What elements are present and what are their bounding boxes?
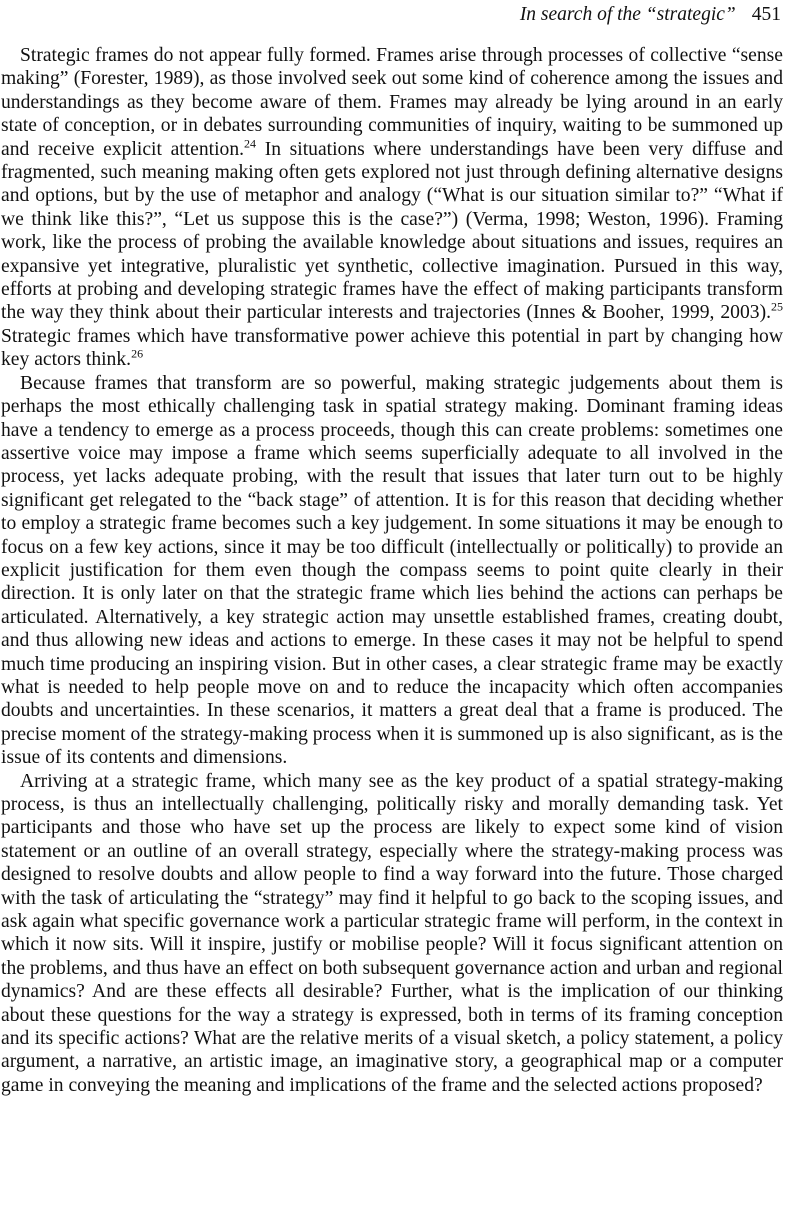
footnote-ref-25: 25 <box>771 299 783 314</box>
paragraph-2: Because frames that transform are so powerful, making strategic judgements about them is perhaps the most ethically challenging task in spatial strategy making. Dominant framing ideas have a tendency to emerge as a process proceeds, though this can create problems: sometimes one assertive voice may impose a frame which seems superficially adequate to all involved in the process, yet lacks adequate probing, with the result that issues that later turn out to be highly significant get relegated to the “back stage” of attention. It is for this reason that deciding whether to employ a strategic frame becomes such a key judgement. In some situations it may be enough to focus on a few key actions, since it may be too difficult (intellectually or politically) to provide an explicit justification for them even though the compass seems to point quite clearly in their direction. It is only later on that the strategic frame which lies behind the actions can perhaps be articulated. Alternatively, a key strategic action may unsettle established frames, creating doubt, and thus allowing new ideas and actions to emerge. In these cases it may not be helpful to spend much time producing an inspiring vision. But in other cases, a clear strategic frame may be exactly what is needed to help people move on and to reduce the incapacity which often accompanies doubts and uncertainties. In these scenarios, it matters a great deal that a frame is produced. The precise moment of the strategy-making process when it is summoned up is also significant, as is the issue of its contents and dimensions. <box>1 372 783 769</box>
body-text <box>1 44 783 1097</box>
running-title: In search of the “strategic” <box>519 4 736 25</box>
footnote-ref-24: 24 <box>244 136 257 151</box>
footnote-ref-26: 26 <box>131 346 144 361</box>
paragraph-3: Arriving at a strategic frame, which many see as the key product of a spatial strategy-making process, is thus an intellectually challenging, politically risky and morally demanding task. Yet participants and those who have set up the process are likely to expect some kind of vision statement or an outline of an overall strategy, especially where the strategy-making process was designed to resolve doubts and allow people to find a way forward into the future. Those charged with the task of articulating the “strategy” may find it helpful to go back to the scoping issues, and ask again what specific governance work a particular strategic frame will perform, in the context in which it now sits. Will it inspire, justify or mobilise people? Will it focus significant attention on the problems, and thus have an effect on both subsequent governance action and urban and regional dynamics? And are these effects all desirable? Further, what is the implication of our thinking about these questions for the way a strategy is expressed, both in terms of its framing conception and its specific actions? What are the relative merits of a visual sketch, a policy statement, a policy argument, a narrative, an artistic image, an imaginative story, a geographical map or a computer game in conveying the meaning and implications of the frame and the selected actions proposed? <box>1 770 783 1096</box>
paragraph-1-segment-2: In situations where understandings have been very diffuse and fragmented, such meaning making often gets explored not just through defining alternative designs and options, but by the use of metaphor and analogy (“What is our situation similar to?” “What if we think like this?”, “Let us suppose this is the case?”) (Verma, 1998; Weston, 1996). Framing work, like the process of probing the available knowledge about situations and issues, requires an expansive yet integrative, pluralistic yet synthetic, collective imagination. Pursued in this way, efforts at probing and developing strategic frames have the effect of making participants transform the way they think about their particular interests and trajectories (Innes & Booher, 1999, 2003). <box>1 138 783 324</box>
paragraph-1-segment-3: Strategic frames which have transformative power achieve this potential in part by changing how key actors think. <box>1 325 783 371</box>
running-head <box>520 0 781 30</box>
page-number: 451 <box>751 4 781 25</box>
paragraph-1 <box>1 44 783 372</box>
paragraph-1-segment-1: Strategic frames do not appear fully formed. Frames arise through processes of collective “sense making” (Forester, 1989), as those involved seek out some kind of coherence among the issues and understandings as they become aware of them. Frames may already be lying around in an early state of conception, or in debates surrounding communities of inquiry, waiting to be summoned up and receive explicit attention. <box>1 45 783 160</box>
